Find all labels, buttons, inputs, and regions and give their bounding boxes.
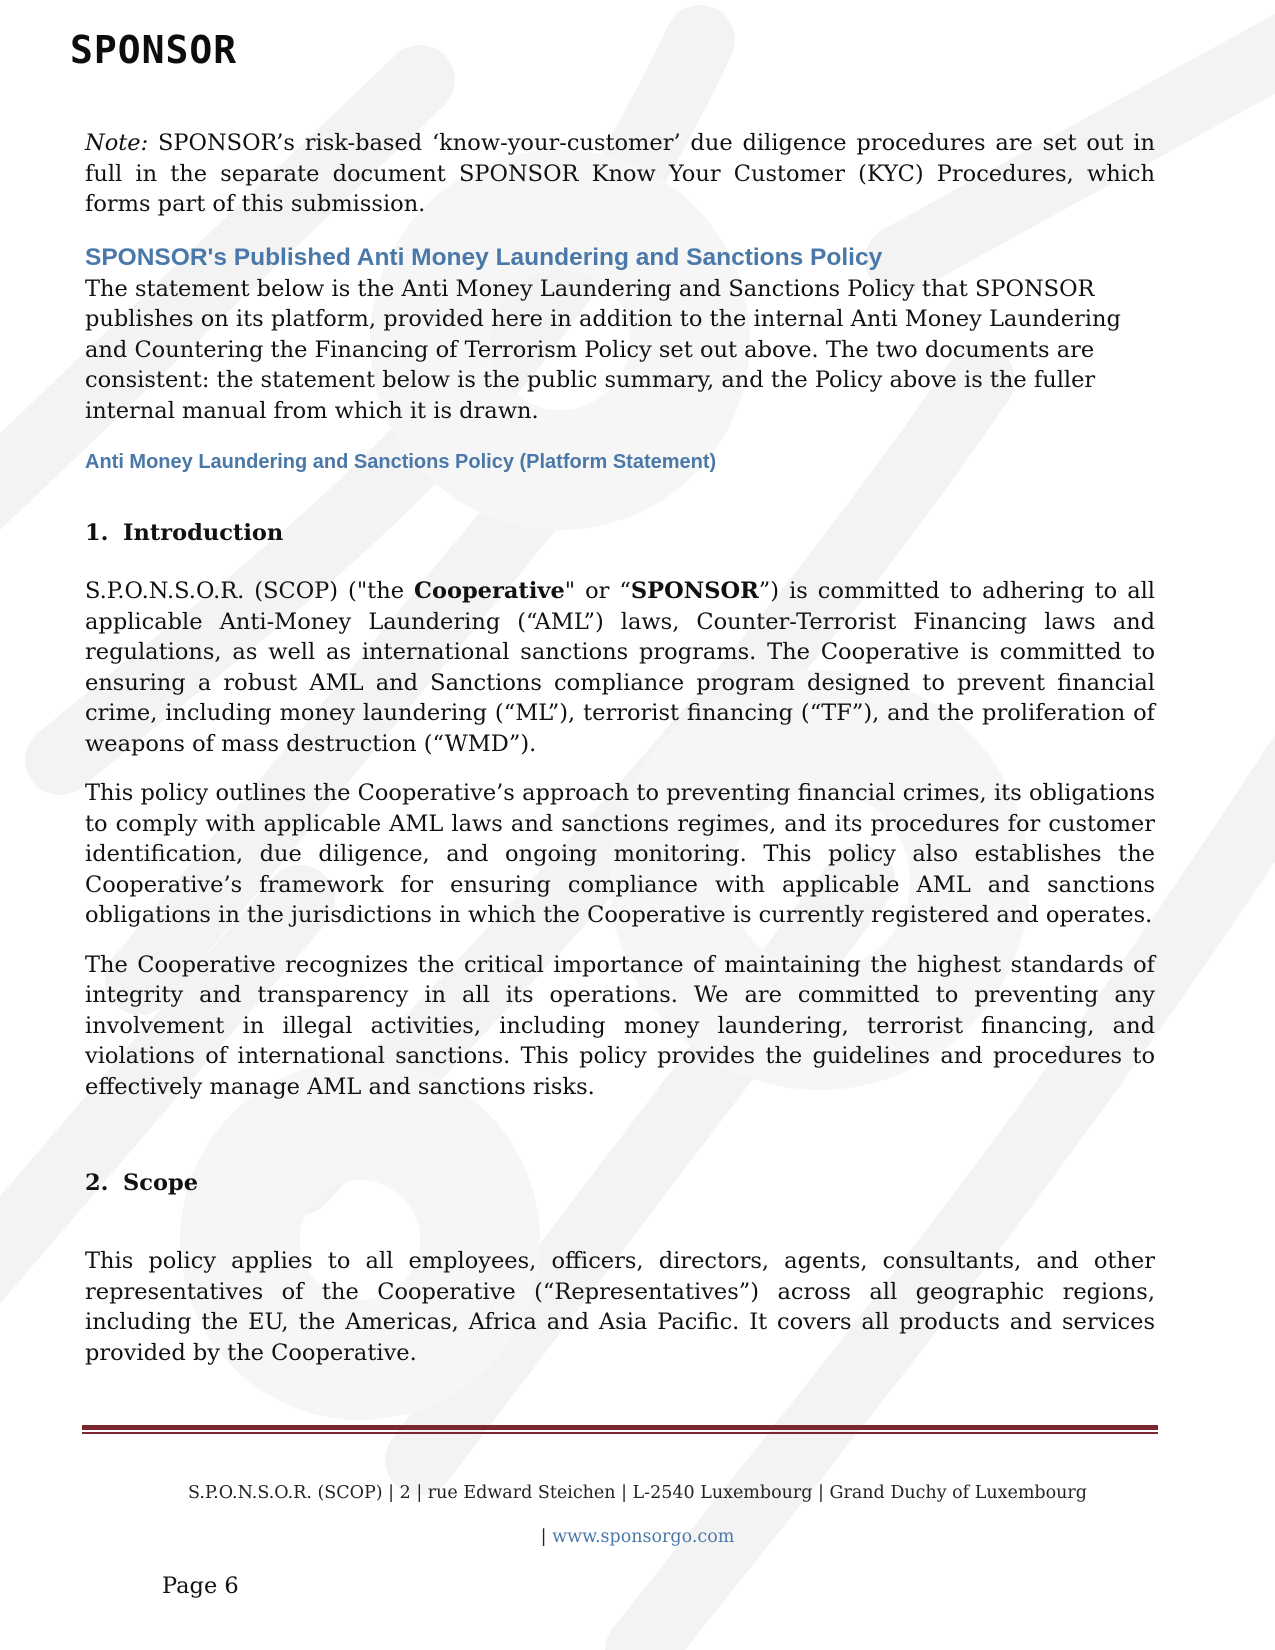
footer-rule-thin	[82, 1432, 1158, 1434]
published-policy-intro: The statement below is the Anti Money Laundering and Sanctions Policy that SPONSOR publishes on its platform, provided here in addition to the internal Anti Money Laundering and Countering the Financing of Terrorism Policy set out above. The two documents are consistent: the statement below is the public summary, and the Policy above is the fuller internal manual from which it is drawn.	[85, 275, 1121, 424]
introduction-title: Introduction	[123, 520, 284, 546]
note-paragraph	[85, 128, 1155, 220]
published-policy-heading: SPONSOR's Published Anti Money Laundering and Sanctions Policy	[85, 243, 883, 271]
footer-separator: |	[540, 1527, 553, 1547]
note-text: SPONSOR’s risk-based ‘know-your-customer’ due diligence procedures are set out in full in the separate document SPONSOR Know Your Customer (KYC) Procedures, which forms part of this submission.	[85, 130, 1155, 217]
introduction-paragraph-3: The Cooperative recognizes the critical importance of maintaining the highest standards of integrity and transparency in all its operations. We are committed to preventing any involvement in illegal activities, including money laundering, terrorist financing, and violations of international sanctions. This policy provides the guidelines and procedures to effectively manage AML and sanctions risks.	[85, 951, 1155, 1100]
intro-text-b: " or “	[564, 578, 631, 604]
scope-heading	[85, 1168, 1155, 1198]
introduction-number: 1.	[85, 520, 109, 546]
page-number: Page 6	[162, 1573, 239, 1599]
footer-website-line	[0, 1527, 1275, 1547]
sponsor-logo: SPONSOR	[70, 28, 238, 72]
platform-statement-heading: Anti Money Laundering and Sanctions Policy (Platform Statement)	[85, 451, 717, 473]
intro-text-c: ”) is committed to adhering to all applicable Anti-Money Laundering (“AML”) laws, Counter-Terrorist Financing laws and regulations, as well as international sanctions programs. The Cooperative is committed to ensuring a robust AML and Sanctions compliance program designed to prevent financial crime, including money laundering (“ML”), terrorist financing (“TF”), and the proliferation of weapons of mass destruction (“WMD”).	[85, 578, 1156, 757]
note-label: Note:	[85, 130, 149, 156]
introduction-paragraph-1	[85, 576, 1155, 759]
footer-address: S.P.O.N.S.O.R. (SCOP) | 2 | rue Edward Steichen | L-2540 Luxembourg | Grand Duchy of Luxembourg	[187, 1483, 1088, 1503]
introduction-paragraph-2: This policy outlines the Cooperative’s approach to preventing financial crimes, its obligations to comply with applicable AML laws and sanctions regimes, and its procedures for customer identification, due diligence, and ongoing monitoring. This policy also establishes the Cooperative’s framework for ensuring compliance with applicable AML and sanctions obligations in the jurisdictions in which the Cooperative is currently registered and operates.	[85, 780, 1155, 928]
scope-paragraph-1: This policy applies to all employees, officers, directors, agents, consultants, and other representatives of the Cooperative (“Representatives”) across all geographic regions, including the EU, the Americas, Africa and Asia Pacific. It covers all products and services provided by the Cooperative.	[85, 1248, 1155, 1366]
scope-title: Scope	[123, 1170, 199, 1196]
intro-text-a: S.P.O.N.S.O.R. (SCOP) ("the	[85, 578, 415, 604]
document-body	[85, 128, 1155, 1368]
footer-rule-thick	[82, 1425, 1158, 1430]
intro-bold-cooperative: Cooperative	[414, 578, 565, 604]
introduction-heading	[85, 518, 1155, 548]
intro-bold-sponsor: SPONSOR	[630, 578, 759, 604]
footer-website-link[interactable]: www.sponsorgo.com	[552, 1527, 735, 1547]
scope-number: 2.	[85, 1170, 109, 1196]
